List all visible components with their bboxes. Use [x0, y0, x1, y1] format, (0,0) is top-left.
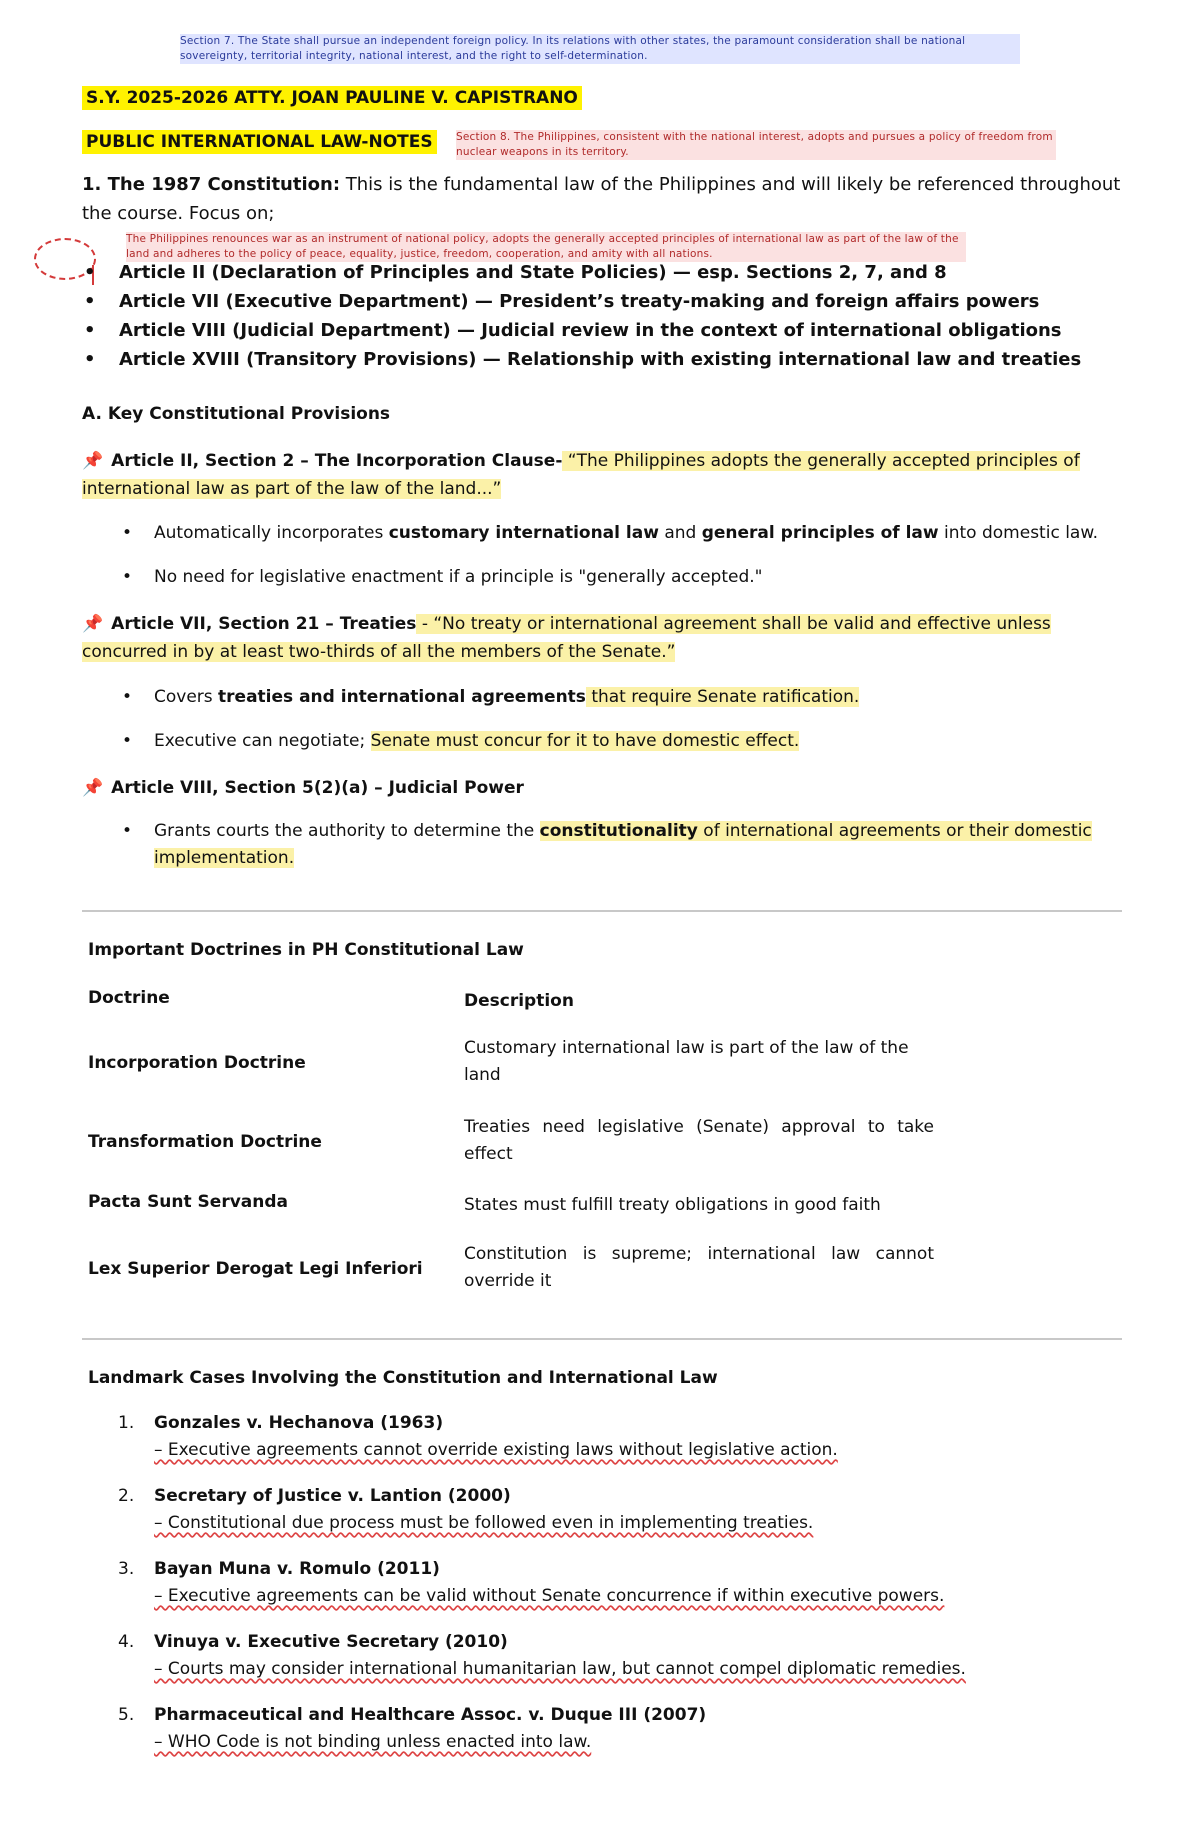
doctrine-description: States must fulfill treaty obligations in good faith	[464, 1195, 881, 1215]
provision-article-7-section-21: 📌 Article VII, Section 21 – Treaties - “No treaty or international agreement shall be valid and effective unless concurred in by at least two-thirds of all the members of the Senate.”	[82, 614, 1051, 662]
provision-1-bullets	[118, 520, 1128, 608]
focus-article-item: • Article XVIII (Transitory Provisions) — Relationship with existing international law and treaties	[82, 345, 1122, 374]
annotation-section-7: Section 7. The State shall pursue an independent foreign policy. In its relations with other states, the paramount consideration shall be national sovereignty, territorial integrity, national interest, and the right to self-determination.	[180, 34, 1020, 64]
case-description: – Executive agreements cannot override existing laws without legislative action.	[154, 1440, 838, 1460]
section-divider	[82, 1338, 1122, 1340]
case-name: Pharmaceutical and Healthcare Assoc. v. Duque III (2007)	[154, 1705, 707, 1725]
doctrine-name: Transformation Doctrine	[88, 1132, 322, 1152]
list-item: 5. Pharmaceutical and Healthcare Assoc. v. Duque III (2007) – WHO Code is not binding unless enacted into law.	[88, 1702, 1088, 1756]
doctrines-title: Important Doctrines in PH Constitutional Law	[88, 940, 524, 960]
landmark-cases-list	[88, 1410, 1088, 1775]
case-name: Bayan Muna v. Romulo (2011)	[154, 1559, 440, 1579]
list-item: • Executive can negotiate; Senate must concur for it to have domestic effect.	[118, 728, 1128, 755]
case-name: Gonzales v. Hechanova (1963)	[154, 1413, 444, 1433]
list-item: • Covers treaties and international agreements that require Senate ratification.	[118, 684, 1128, 711]
doctrine-description: Treaties need legislative (Senate) approval to take effect	[464, 1117, 934, 1164]
list-item: • Automatically incorporates customary international law and general principles of law into domestic law.	[118, 520, 1128, 547]
doctrine-name: Pacta Sunt Servanda	[88, 1192, 289, 1212]
case-description: – Courts may consider international humanitarian law, but cannot compel diplomatic remedies.	[154, 1659, 966, 1679]
annotation-section-2: The Philippines renounces war as an instrument of national policy, adopts the generally accepted principles of international law as part of the law of the land and adheres to the policy of peace, equality, justice, freedom, cooperation, and amity with all nations.	[126, 232, 966, 262]
list-item: 4. Vinuya v. Executive Secretary (2010) – Courts may consider international humanitarian law, but cannot compel diplomatic remedies.	[88, 1629, 1088, 1683]
case-name: Secretary of Justice v. Lantion (2000)	[154, 1486, 511, 1506]
doctrine-name: Incorporation Doctrine	[88, 1053, 306, 1073]
intro-lead: 1. The 1987 Constitution:	[82, 174, 341, 195]
notes-title: PUBLIC INTERNATIONAL LAW-NOTES	[82, 130, 437, 154]
section-a-heading: A. Key Constitutional Provisions	[82, 404, 391, 424]
provision-2-bullets	[118, 684, 1128, 772]
case-description: – Constitutional due process must be followed even in implementing treaties.	[154, 1513, 814, 1533]
focus-article-item: • Article II (Declaration of Principles and State Policies) — esp. Sections 2, 7, and 8	[82, 258, 1122, 287]
column-header-doctrine: Doctrine	[88, 988, 170, 1008]
list-item: 1. Gonzales v. Hechanova (1963) – Executive agreements cannot override existing laws without legislative action.	[88, 1410, 1088, 1464]
intro-text: This is the fundamental law of the Philippines and will likely be referenced throughout the course. Focus on;	[82, 174, 1121, 224]
focus-article-item: • Article VIII (Judicial Department) — Judicial review in the context of international obligations	[82, 316, 1122, 345]
focus-article-item: • Article VII (Executive Department) — President’s treaty-making and foreign affairs powers	[82, 287, 1122, 316]
list-item: 3. Bayan Muna v. Romulo (2011) – Executive agreements can be valid without Senate concurrence if within executive powers.	[88, 1556, 1088, 1610]
doctrine-description: Customary international law is part of the law of the land	[464, 1038, 909, 1085]
case-name: Vinuya v. Executive Secretary (2010)	[154, 1632, 508, 1652]
case-description: – WHO Code is not binding unless enacted into law.	[154, 1732, 592, 1752]
provision-article-2-section-2: 📌 Article II, Section 2 – The Incorporation Clause- “The Philippines adopts the generally accepted principles of international law as part of the law of the land...”	[82, 451, 1080, 499]
provision-article-8-section-5: 📌 Article VIII, Section 5(2)(a) – Judicial Power	[82, 778, 524, 798]
pushpin-icon: 📌	[82, 451, 104, 471]
list-item: • Grants courts the authority to determine the constitutionality of international agreements or their domestic implementation.	[118, 818, 1128, 872]
pushpin-icon: 📌	[82, 614, 104, 634]
intro-paragraph	[82, 170, 1122, 228]
pushpin-icon: 📌	[82, 778, 104, 798]
list-item: 2. Secretary of Justice v. Lantion (2000) – Constitutional due process must be followed even in implementing treaties.	[88, 1483, 1088, 1537]
doctrine-name: Lex Superior Derogat Legi Inferiori	[88, 1259, 423, 1279]
doctrine-description: Constitution is supreme; international law cannot override it	[464, 1244, 934, 1291]
cases-title: Landmark Cases Involving the Constitution and International Law	[88, 1368, 718, 1388]
provision-3-bullets	[118, 818, 1128, 889]
list-item: • No need for legislative enactment if a principle is "generally accepted."	[118, 564, 1128, 591]
case-description: – Executive agreements can be valid without Senate concurrence if within executive powers.	[154, 1586, 945, 1606]
school-year-header: S.Y. 2025-2026 ATTY. JOAN PAULINE V. CAPISTRANO	[82, 86, 582, 110]
section-divider	[82, 910, 1122, 912]
annotation-section-8: Section 8. The Philippines, consistent with the national interest, adopts and pursues a policy of freedom from nuclear weapons in its territory.	[456, 130, 1056, 160]
focus-articles-list	[82, 258, 1122, 374]
column-header-description: Description	[464, 991, 574, 1011]
